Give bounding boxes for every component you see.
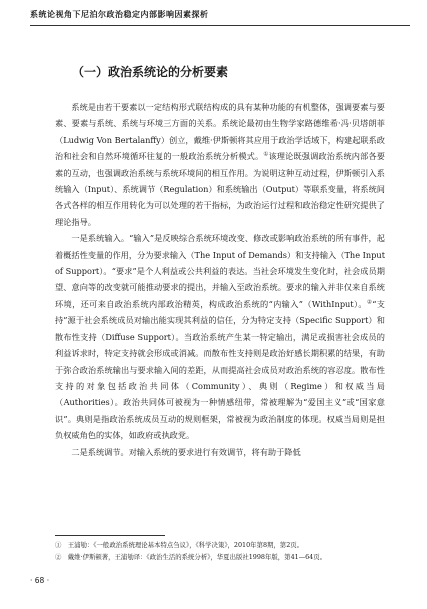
- footnote-divider: [55, 535, 165, 536]
- footnotes: [55, 539, 385, 563]
- footnote: ② 戴维·伊斯顿著，王浦劬译：《政治生活的系统分析》，华夏出版社1998年版，第41—64页。: [55, 553, 327, 561]
- paragraph-text: 系统是由若干要素以一定结构形式联结构成的具有某种功能的有机整体，强调要素与要素、要素与系统、系统与环境三方面的关系。系统论最初由生物学家路德维希·冯·贝塔朗菲（Ludwig Von Bertalanffy）创立，戴维·伊斯顿将其应用于政治学话域下，构建起联系政治和社会和自然环境循环往复的一般政治系统分析模式。: [55, 102, 385, 162]
- paragraph-text: 二是系统调节。对输入系统的要求进行有效调节，将有助于降低: [71, 446, 301, 457]
- paragraph-text: 一是系统输入。“输入”是反映综合系统环境改变、修改或影响政治系统的所有事件，起着概括性变量的作用，分为要求输入（The Input of Demands）和支持输入（The Input of Support）。“要求”是个人利益或公共利益的表达。当社会环境发生变化时，社会成员期望、意向等的改变就可能推动要求的提出，并输入至政治系统。要求的输入并非仅来自系统环境，还可来自政治系统内部政治精英，构成政治系统的“内输入”（WithInput）。: [55, 233, 385, 309]
- body-text: [55, 99, 385, 525]
- footnote-marker[interactable]: ①: [263, 151, 269, 158]
- paragraph-text: 该理论既强调政治系统内部各要素的互动，也强调政治系统与系统环境间的相互作用。为说明这种互动过程，伊斯顿引入系统输入（Input）、系统调节（Regulation）和系统输出（Output）等联系变量，将系统间各式各样的相互作用转化为可以处理的若干指标，为政治运行过程和政治稳定性研究提供了理论指导。: [55, 151, 385, 227]
- paragraph: [55, 230, 385, 443]
- paragraph: [55, 444, 385, 460]
- paragraph-text: “支持”源于社会系统成员对输出能实现其利益的信任，分为特定支持（Specific Support）和散布性支持（Diffuse Support）。当政治系统产生某一特定输出，满足或损害社会成员的利益诉求时，特定支持就会形成或消减。而散布性支持则是政治好感长期积累的结果，有助于弥合政治系统输出与要求输入间的差距，从而提高社会成员对政治系统的容忍度。散布性支持的对象包括政治共同体（Community）、典则（Regime）和权威当局（Authorities）。政治共同体可被视为一种情感纽带，常被理解为“爱国主义”或“国家意识”。典则是指政治系统成员互动的规则框架，常被视为政治制度的体现。权威当局则是担负权威角色的实体，如政府或执政党。: [55, 298, 385, 441]
- header-divider: [30, 25, 410, 26]
- footnote-marker[interactable]: ②: [366, 299, 373, 306]
- footnote: ① 王浦劬：《一般政治系统理论基本特点刍议》，《科学决策》，2010年第8期，第2页。: [55, 541, 304, 549]
- page-number: · 68 ·: [30, 576, 50, 585]
- section-heading: （一）政治系统论的分析要素: [72, 65, 229, 79]
- running-head: 系统论视角下尼泊尔政治稳定内部影响因素探析: [30, 10, 209, 19]
- paragraph: [55, 99, 385, 230]
